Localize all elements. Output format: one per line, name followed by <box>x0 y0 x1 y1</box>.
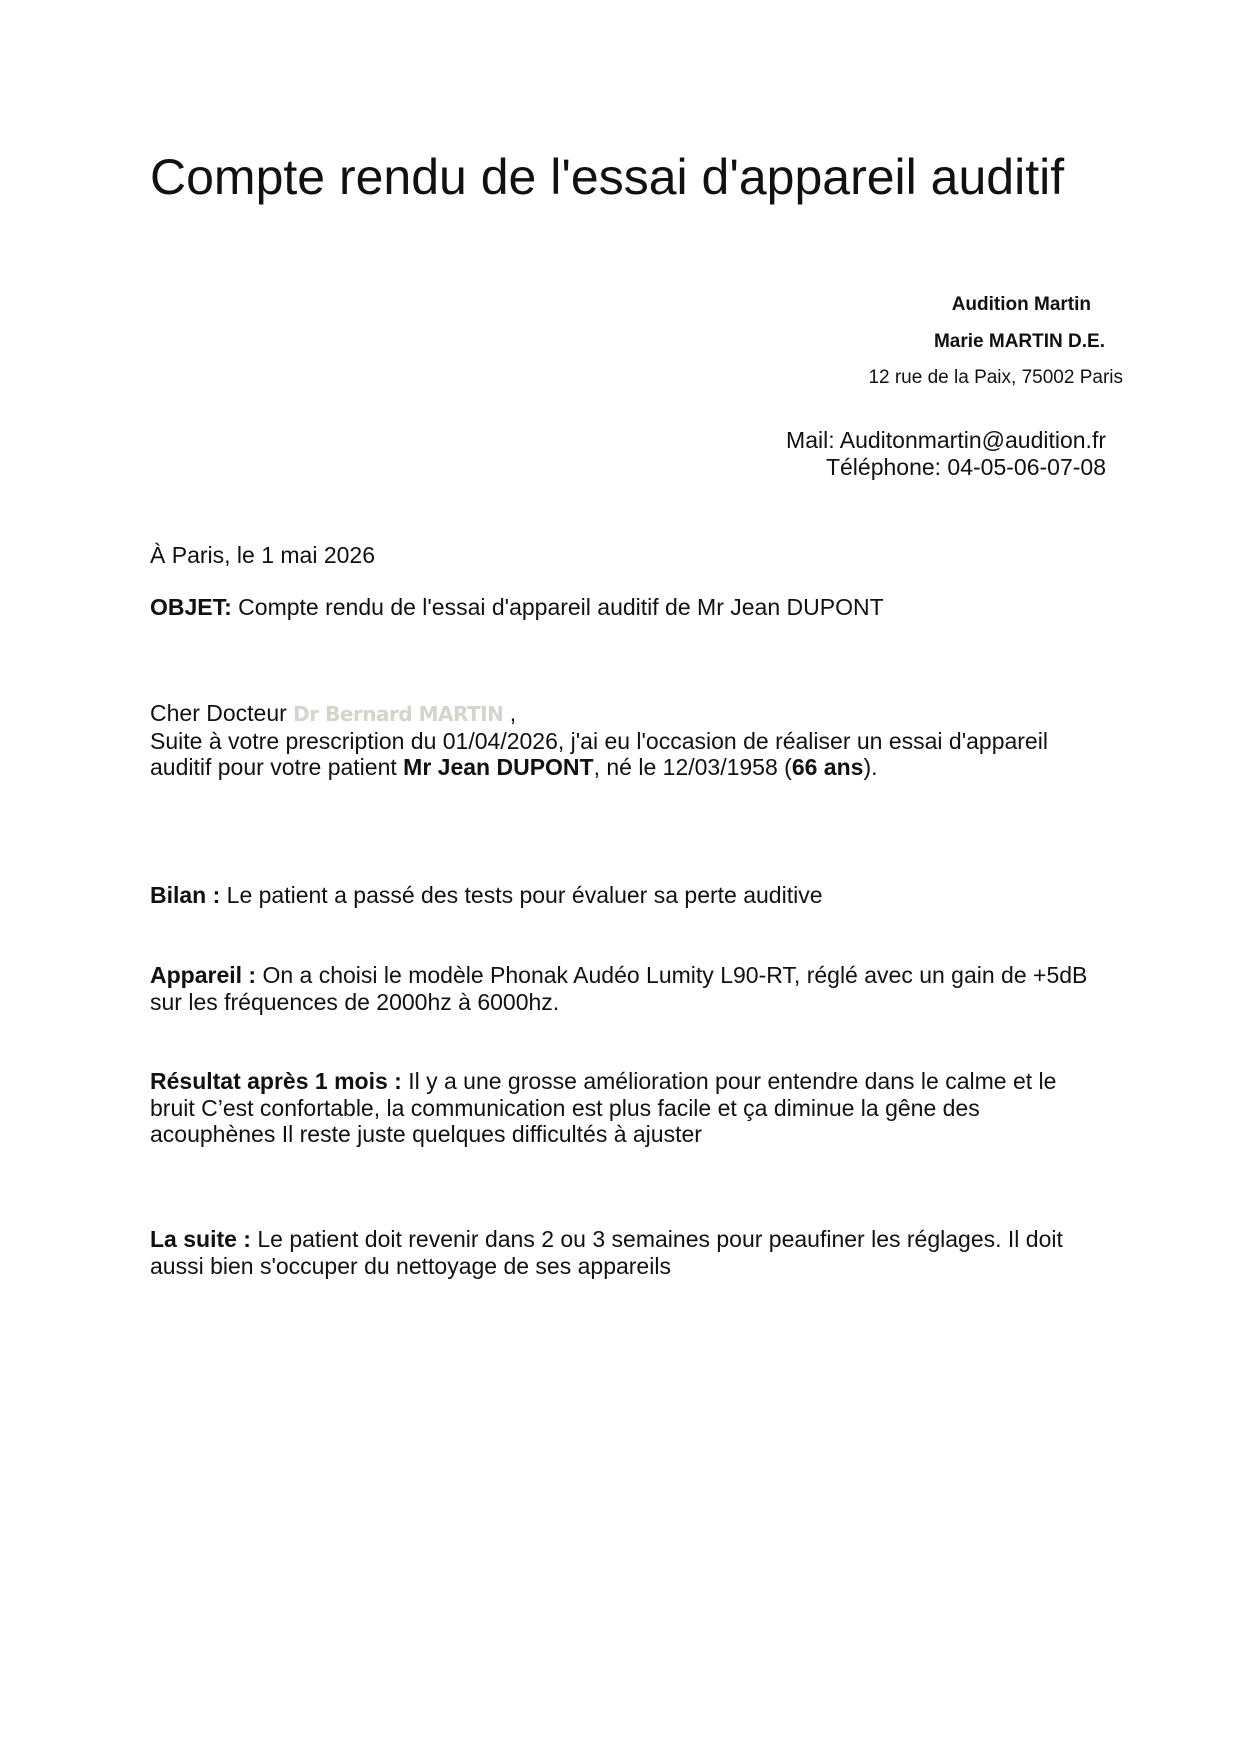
sender-person: Marie MARTIN D.E. <box>933 331 1105 352</box>
suite-text: Le patient doit revenir dans 2 ou 3 semaines pour peaufiner les réglages. Il doit <box>250 1226 1063 1252</box>
sender-address: 12 rue de la Paix, 75002 Paris <box>868 367 1123 388</box>
resultat-line-1 <box>150 1068 1110 1095</box>
resultat-line-2: bruit C’est confortable, la communication est plus facile et ça diminue la gêne des <box>150 1094 980 1121</box>
section-bilan <box>150 882 1110 909</box>
suite-label: La suite : <box>150 1226 251 1252</box>
patient-name: Mr Jean DUPONT <box>403 754 594 780</box>
sender-phone: Téléphone: 04-05-06-07-08 <box>825 454 1106 480</box>
section-resultat <box>150 1068 1110 1148</box>
resultat-text: Il y a une grosse amélioration pour entendre dans le calme et le <box>401 1068 1057 1094</box>
suite-line-1 <box>150 1226 1110 1253</box>
appareil-label: Appareil : <box>150 962 257 988</box>
resultat-line-3: acouphènes Il reste juste quelques difficultés à ajuster <box>150 1121 702 1147</box>
greeting-line <box>150 700 1110 728</box>
doctor-name: Dr Bernard MARTIN <box>293 702 504 726</box>
document-title: Compte rendu de l'essai d'appareil auditif <box>150 149 1065 205</box>
sender-company: Audition Martin <box>951 294 1091 315</box>
appareil-line-1 <box>150 962 1110 989</box>
bilan-line-1 <box>150 882 1110 909</box>
intro-line-2-middle: , né le 12/03/1958 ( <box>593 754 792 780</box>
patient-age: 66 ans <box>791 754 864 780</box>
intro-line-1: Suite à votre prescription du 01/04/2026, j'ai eu l'occasion de réaliser un essai d'appareil <box>150 727 1048 754</box>
intro-line-2 <box>150 754 1110 781</box>
section-suite <box>150 1226 1110 1279</box>
section-appareil <box>150 962 1110 1015</box>
objet-text: Compte rendu de l'essai d'appareil auditif de Mr Jean DUPONT <box>231 594 884 620</box>
greeting-prefix: Cher Docteur <box>150 700 294 726</box>
suite-line-2: aussi bien s'occuper du nettoyage de ses appareils <box>150 1252 671 1279</box>
bilan-text: Le patient a passé des tests pour évaluer sa perte auditive <box>220 882 823 908</box>
resultat-label: Résultat après 1 mois : <box>150 1068 402 1094</box>
appareil-line-2: sur les fréquences de 2000hz à 6000hz. <box>150 988 560 1015</box>
letter-intro <box>150 700 1110 781</box>
place-date: À Paris, le 1 mai 2026 <box>150 542 376 568</box>
objet-label: OBJET: <box>150 594 232 620</box>
appareil-text: On a choisi le modèle Phonak Audéo Lumity L90-RT, réglé avec un gain de +5dB <box>256 962 1088 988</box>
bilan-label: Bilan : <box>150 882 221 908</box>
intro-line-2-suffix: ). <box>863 754 878 780</box>
greeting-suffix: , <box>503 700 517 726</box>
sender-mail: Mail: Auditonmartin@audition.fr <box>786 427 1106 453</box>
objet-line <box>150 594 1110 621</box>
intro-line-2-prefix: auditif pour votre patient <box>150 754 404 780</box>
